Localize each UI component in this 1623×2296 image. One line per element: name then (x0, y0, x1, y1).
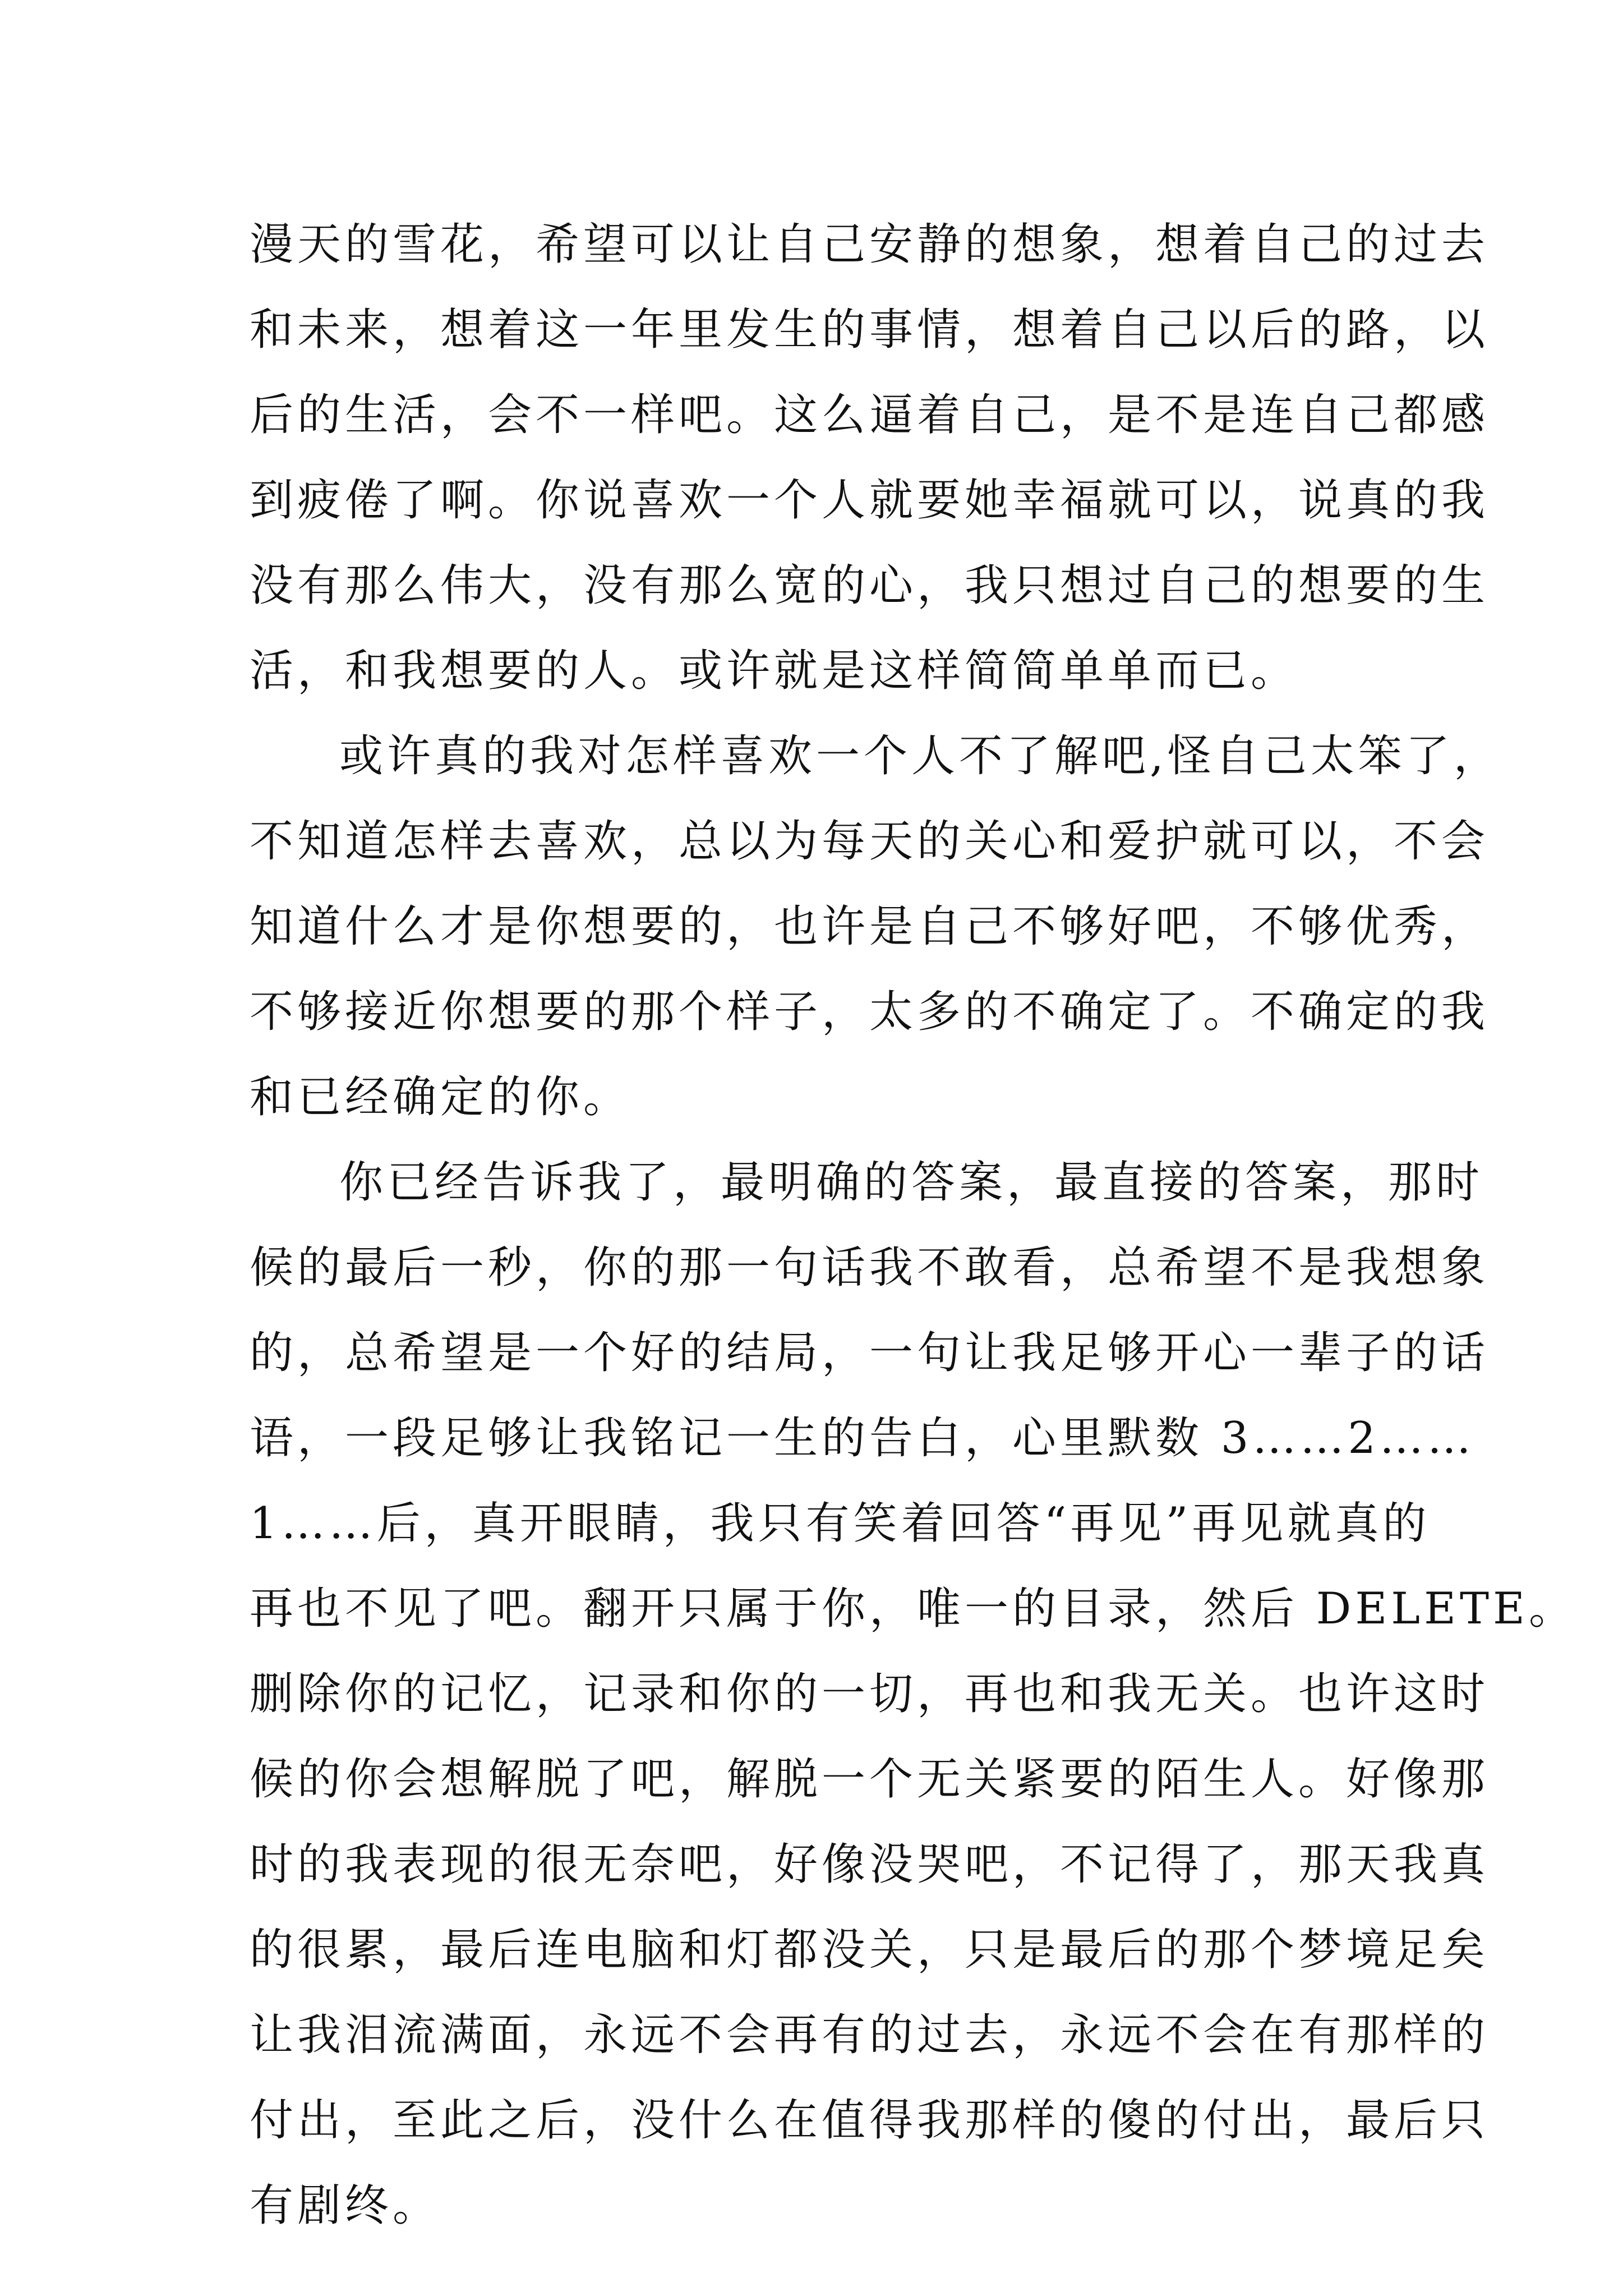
text-line: 有剧终。 (250, 2180, 441, 2231)
text-line: 候的最后一秒，你的那一句话我不敢看，总希望不是我想象 (250, 1243, 1490, 1293)
text-line: 的，总希望是一个好的结局，一句让我足够开心一辈子的话 (250, 1328, 1490, 1378)
text-line: 到疲倦了啊。你说喜欢一个人就要她幸福就可以，说真的我 (250, 475, 1490, 526)
text-line: 的很累，最后连电脑和灯都没关，只是最后的那个梦境足矣 (250, 1925, 1490, 1975)
body-text (250, 202, 1576, 2248)
text-line: 不够接近你想要的那个样子，太多的不确定了。不确定的我 (250, 987, 1490, 1037)
text-line: 再也不见了吧。翻开只属于你，唯一的目录，然后 DELETE。 (250, 1584, 1576, 1634)
text-line: 候的你会想解脱了吧，解脱一个无关紧要的陌生人。好像那 (250, 1754, 1490, 1805)
text-line: 知道什么才是你想要的，也许是自己不够好吧，不够优秀， (250, 901, 1490, 952)
paragraph-first-line: 你已经告诉我了，最明确的答案，最直接的答案，那时 (339, 1157, 1484, 1208)
text-line: 1……后，真开眼睛，我只有笑着回答“再见”再见就真的 (250, 1498, 1431, 1549)
text-line: 没有那么伟大，没有那么宽的心，我只想过自己的想要的生 (250, 560, 1490, 611)
text-line: 时的我表现的很无奈吧，好像没哭吧，不记得了，那天我真 (250, 1839, 1490, 1890)
text-line: 活，和我想要的人。或许就是这样简简单单而已。 (250, 646, 1299, 696)
text-line: 语，一段足够让我铭记一生的告白，心里默数 3……2…… (250, 1413, 1476, 1464)
text-line: 和已经确定的你。 (250, 1072, 631, 1122)
text-line: 和未来，想着这一年里发生的事情，想着自己以后的路，以 (250, 305, 1490, 355)
text-line: 让我泪流满面，永远不会再有的过去，永远不会在有那样的 (250, 2010, 1490, 2060)
text-line: 漫天的雪花，希望可以让自己安静的想象，想着自己的过去 (250, 219, 1490, 270)
text-line: 付出，至此之后，没什么在值得我那样的傻的付出，最后只 (250, 2095, 1490, 2146)
paragraph-first-line: 或许真的我对怎样喜欢一个人不了解吧,怪自己太笨了， (339, 731, 1501, 781)
text-line: 不知道怎样去喜欢，总以为每天的关心和爱护就可以，不会 (250, 816, 1490, 867)
text-line: 后的生活，会不一样吧。这么逼着自己，是不是连自己都感 (250, 390, 1490, 440)
text-line: 删除你的记忆，记录和你的一切，再也和我无关。也许这时 (250, 1669, 1490, 1719)
